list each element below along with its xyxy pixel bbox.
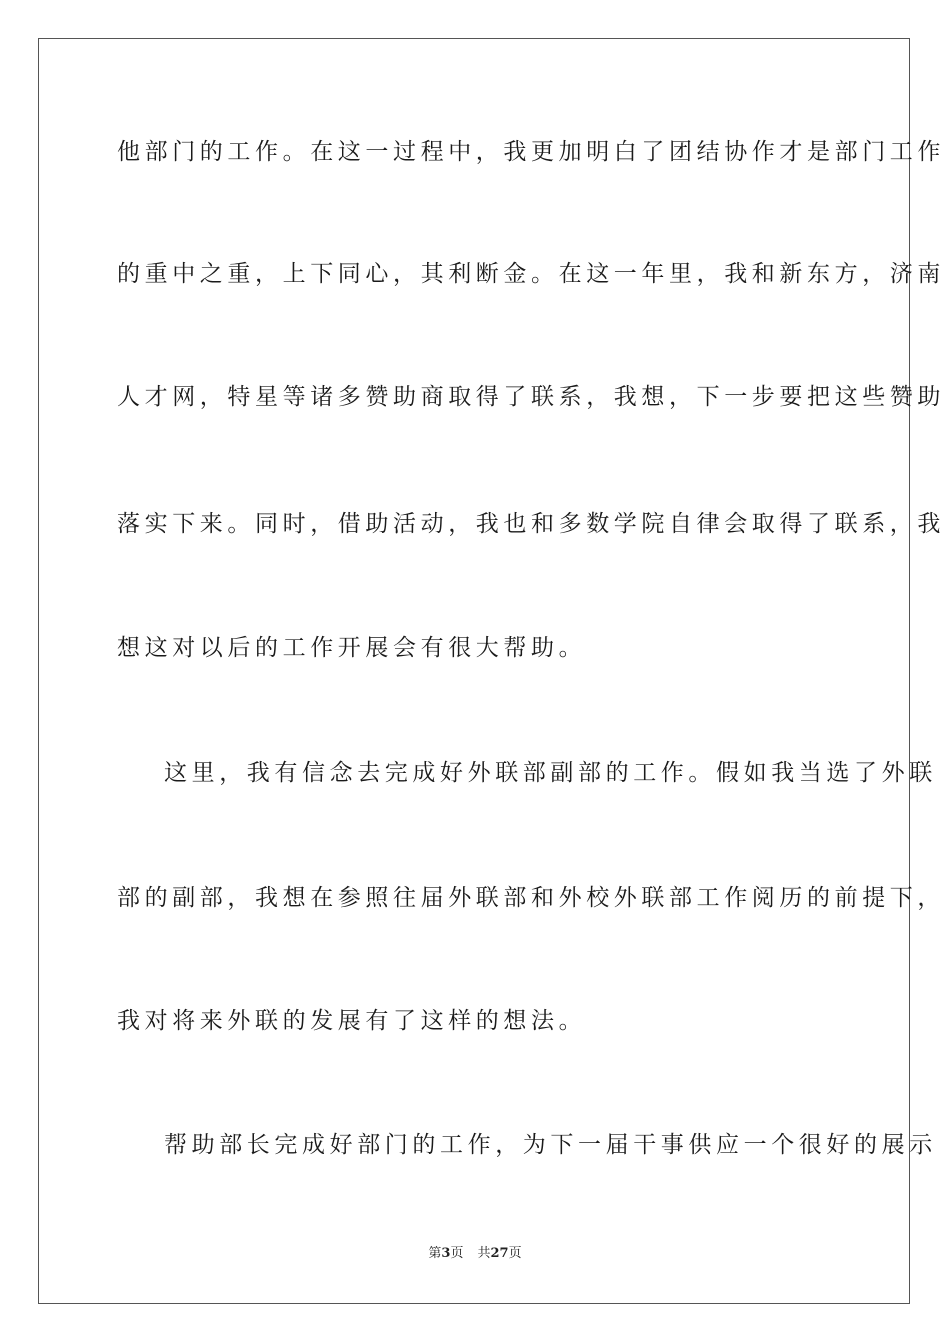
body-text-line: 人才网，特星等诸多赞助商取得了联系，我想，下一步要把这些赞助 (117, 384, 945, 410)
current-page-number: 3 (441, 1246, 451, 1261)
body-text-line: 的重中之重，上下同心，其利断金。在这一年里，我和新东方，济南 (117, 261, 945, 287)
footer-total-prefix: 共 (477, 1246, 491, 1261)
body-text-line: 我对将来外联的发展有了这样的想法。 (117, 1008, 587, 1034)
footer-total-suffix: 页 (508, 1246, 522, 1261)
page-footer (0, 1245, 950, 1263)
page-border (38, 38, 945, 1304)
body-text-line: 这里，我有信念去完成好外联部副部的工作。假如我当选了外联 (164, 760, 937, 786)
body-text-line: 他部门的工作。在这一过程中，我更加明白了团结协作才是部门工作 (117, 139, 945, 165)
body-text-line: 想这对以后的工作开展会有很大帮助。 (117, 635, 587, 661)
footer-page-prefix: 第 (428, 1246, 442, 1261)
body-text-line: 落实下来。同时，借助活动，我也和多数学院自律会取得了联系，我 (117, 511, 945, 537)
body-text-line: 帮助部长完成好部门的工作，为下一届干事供应一个很好的展示 (164, 1132, 937, 1158)
footer-page-suffix: 页 (450, 1246, 464, 1261)
total-page-count: 27 (490, 1246, 509, 1261)
body-text-line: 部的副部，我想在参照往届外联部和外校外联部工作阅历的前提下， (117, 885, 945, 911)
